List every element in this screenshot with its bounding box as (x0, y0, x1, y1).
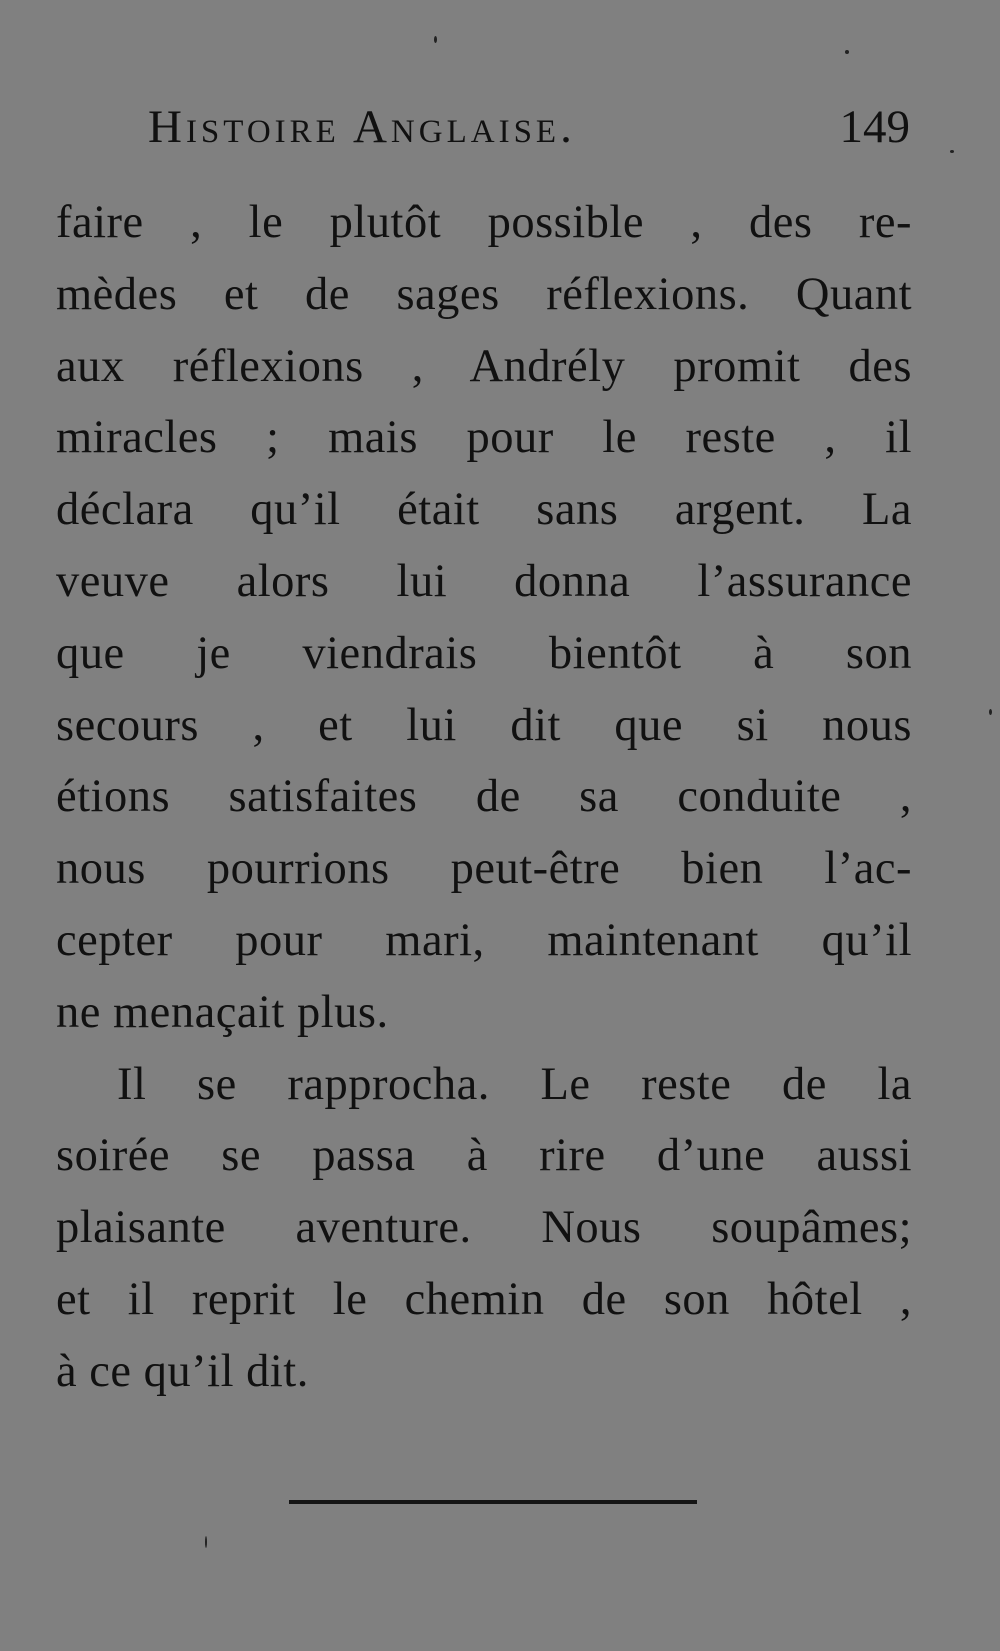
running-title: Histoire Anglaise. (148, 101, 576, 153)
text-line: mèdes et de sages réflexions. Quant (56, 268, 912, 320)
text-line: déclara qu’il était sans argent. La (56, 484, 912, 536)
text-line: veuve alors lui donna l’assurance (56, 555, 912, 607)
text-line: plaisante aventure. Nous soupâmes; (56, 1202, 912, 1254)
text-line: étions satisfaites de sa conduite , (56, 771, 912, 823)
text-line: nous pourrions peut-être bien l’ac- (56, 843, 912, 895)
ink-speck (205, 1536, 207, 1548)
text-line: miracles ; mais pour le reste , il (56, 412, 912, 464)
text-line: que je viendrais bientôt à son (56, 627, 912, 679)
text-line: cepter pour mari, maintenant qu’il (56, 914, 912, 966)
ink-speck (950, 150, 954, 153)
page-number: 149 (839, 101, 910, 153)
end-rule (289, 1500, 697, 1504)
ink-speck (434, 36, 437, 43)
text-line: à ce qu’il dit. (56, 1345, 309, 1397)
body-text (56, 187, 912, 1408)
ink-speck (989, 709, 992, 715)
text-line: secours , et lui dit que si nous (56, 699, 912, 751)
text-line: ne menaçait plus. (56, 986, 389, 1038)
text-line: Il se rapprocha. Le reste de la (117, 1058, 912, 1110)
running-head (148, 100, 910, 160)
ink-speck (845, 50, 849, 54)
text-line: et il reprit le chemin de son hôtel , (56, 1273, 912, 1325)
text-line: soirée se passa à rire d’une aussi (56, 1130, 912, 1182)
text-line: aux réflexions , Andrély promit des (56, 340, 912, 392)
text-line: faire , le plutôt possible , des re- (56, 197, 912, 248)
